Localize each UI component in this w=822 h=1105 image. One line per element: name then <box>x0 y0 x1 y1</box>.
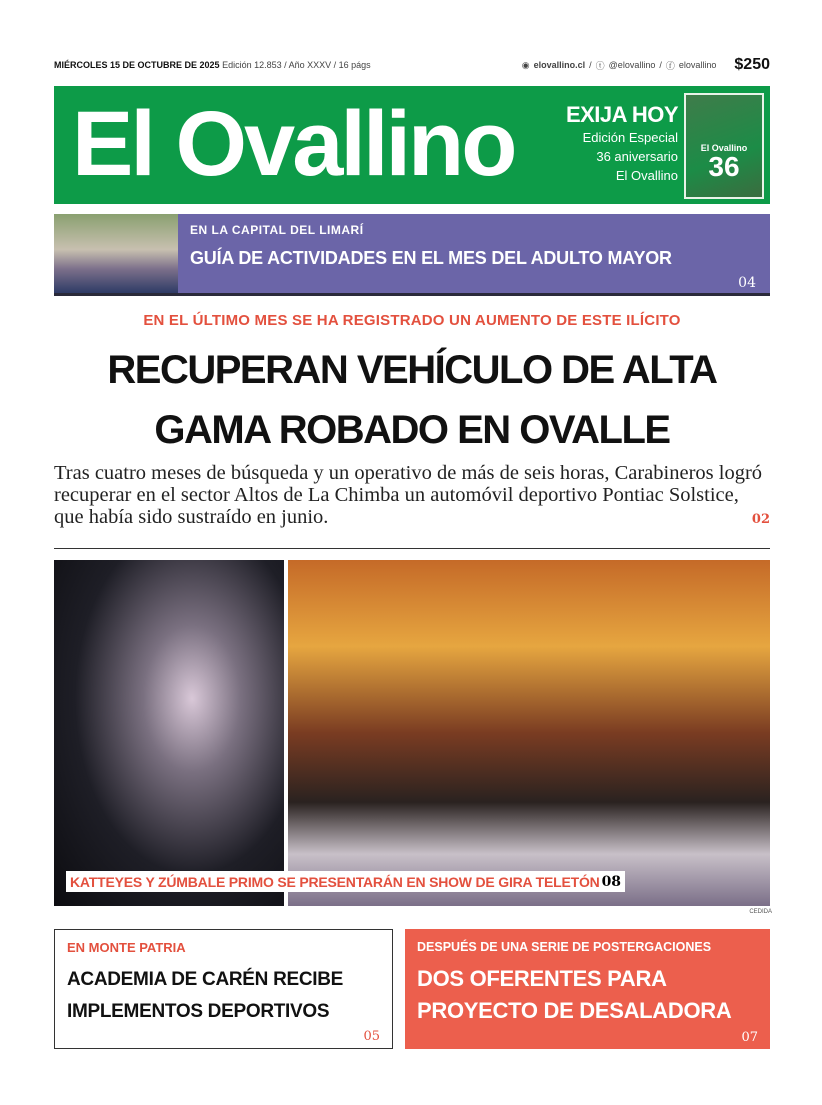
cover-number: 36 <box>708 151 740 182</box>
cover-title: El Ovallino <box>700 143 748 153</box>
twitter-handle[interactable]: @elovallino <box>608 60 656 70</box>
website-link[interactable]: elovallino.cl <box>533 60 586 70</box>
page-number: 05 <box>363 1029 380 1044</box>
promo-line: El Ovallino <box>615 168 678 183</box>
story-desaladora[interactable] <box>405 929 770 1049</box>
story-monte-patria[interactable] <box>54 929 393 1049</box>
banner-kicker: EN LA CAPITAL DEL LIMARÍ <box>190 223 364 237</box>
page-number: 04 <box>738 275 756 291</box>
page-number: 02 <box>751 512 770 527</box>
logo: El Ovallino <box>72 93 515 195</box>
masthead <box>54 86 770 204</box>
top-bar <box>54 56 770 78</box>
story-headline <box>417 963 762 1027</box>
promo-title: EXIJA HOY <box>565 102 678 127</box>
feature-banner[interactable] <box>54 214 770 296</box>
banner-headline: GUÍA DE ACTIVIDADES EN EL MES DEL ADULTO MAYOR <box>190 248 672 268</box>
main-lead <box>54 462 770 528</box>
special-edition-cover <box>684 93 764 199</box>
photo-caption[interactable] <box>66 871 625 892</box>
twitter-icon: ⓣ <box>595 60 605 71</box>
headline-line: IMPLEMENTOS DEPORTIVOS <box>67 1001 330 1022</box>
separator: / <box>589 60 592 70</box>
globe-icon: ◉ <box>521 59 530 70</box>
special-edition-promo[interactable] <box>566 102 678 185</box>
promo-line: Edición Especial <box>582 130 678 145</box>
separator: / <box>659 60 662 70</box>
price: $250 <box>734 56 770 73</box>
seniors-photo <box>54 214 178 293</box>
story-headline <box>67 964 382 1028</box>
issue-date: MIÉRCOLES 15 DE OCTUBRE DE 2025 <box>54 60 220 70</box>
photo-credit: CEDIDA <box>749 909 772 915</box>
singer-photo <box>54 560 284 906</box>
story-kicker: DESPUÉS DE UNA SERIE DE POSTERGACIONES <box>417 940 712 954</box>
story-kicker: EN MONTE PATRIA <box>67 940 186 955</box>
lead-text: Tras cuatro meses de búsqueda y un operativo de más de seis horas, Carabineros logró recuperar en el sector Altos de La Chimba un automóvil deportivo Pontiac Solstice, que había sido sustraído en junio. <box>54 462 763 528</box>
headline-line: RECUPERAN VEHÍCULO DE ALTA <box>107 348 717 392</box>
headline-line: PROYECTO DE DESALADORA <box>417 998 732 1023</box>
headline-line: GAMA ROBADO EN OVALLE <box>154 408 670 452</box>
page-number: 08 <box>601 873 622 890</box>
facebook-handle[interactable]: elovallino <box>678 60 717 70</box>
headline-line: DOS OFERENTES PARA <box>417 966 667 991</box>
page-number: 07 <box>741 1030 758 1045</box>
band-photo <box>288 560 770 906</box>
facebook-icon: ⓕ <box>665 60 675 71</box>
divider <box>54 548 770 549</box>
promo-line: 36 aniversario <box>596 149 678 164</box>
main-kicker: EN EL ÚLTIMO MES SE HA REGISTRADO UN AUMENTO DE ESTE ILÍCITO <box>143 312 681 329</box>
caption-text: KATTEYES Y ZÚMBALE PRIMO SE PRESENTARÁN EN SHOW DE GIRA TELETÓN <box>70 873 600 890</box>
main-headline[interactable] <box>54 340 770 460</box>
edition-info: Edición 12.853 / Año XXXV / 16 págs <box>222 60 371 70</box>
headline-line: ACADEMIA DE CARÉN RECIBE <box>67 969 344 990</box>
